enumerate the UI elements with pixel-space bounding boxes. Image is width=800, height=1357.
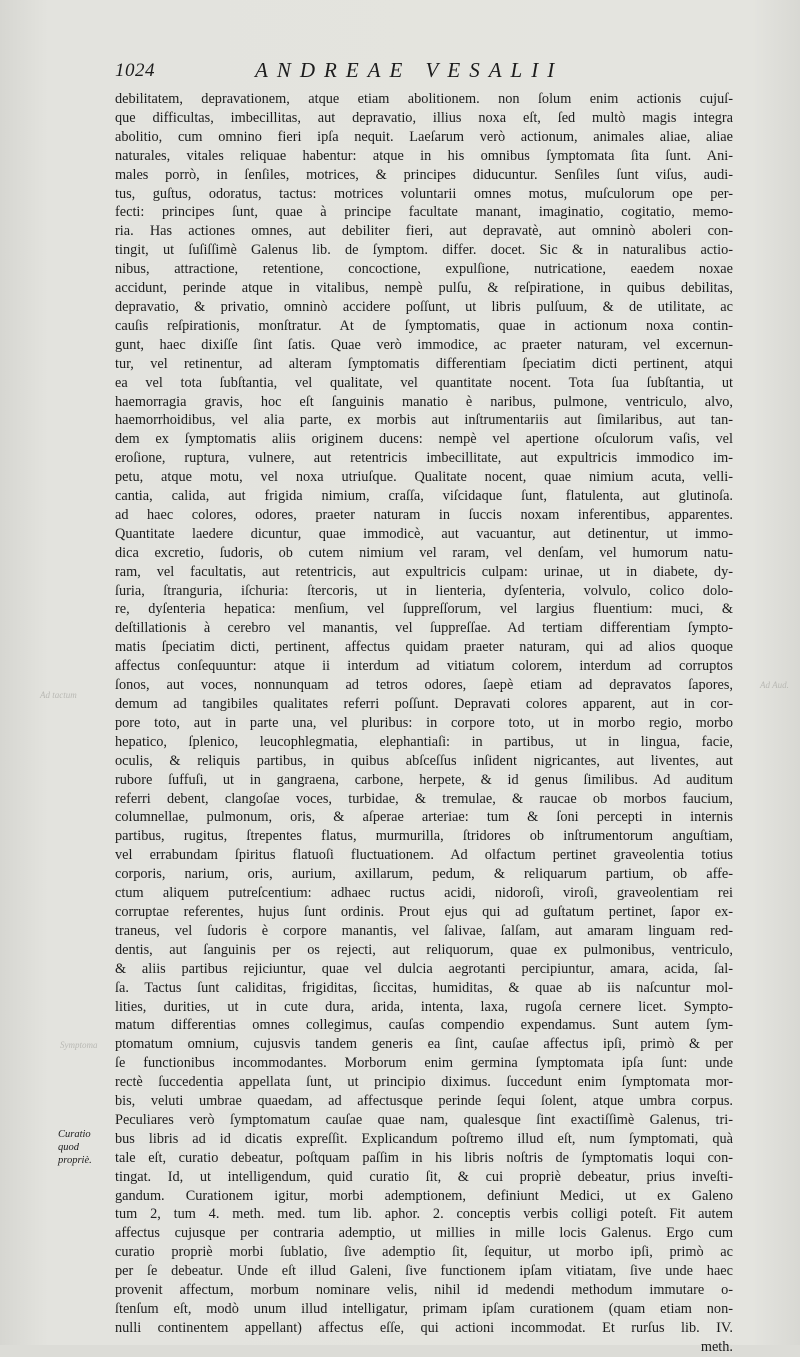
- text-line: pore toto, aut in parte una, vel pluribus: in corpore toto, ut in morbo regio, morbo: [115, 714, 733, 731]
- text-line: hepatico, ſplenico, leucophlegmatia, elephantiaſi: in partibus, ut in lingua, facie,: [115, 733, 733, 750]
- text-line: vel errabundam ſpiritus flatuoſi fluctuationem. Ad olfactum pertinet graveolentia totius: [115, 847, 733, 864]
- text-line: ria. Has actiones omnes, aut debiliter fieri, aut depravatè, aut omninò aboleri con-: [115, 223, 733, 240]
- text-line: corporis, narium, oris, aurium, axillarum, pedum, & reliquarum partium, ob affe-: [115, 866, 733, 883]
- bleed-through-mark: Symptoma: [60, 1040, 98, 1050]
- catchword: meth.: [700, 1338, 733, 1355]
- text-line: que difficultas, imbecillitas, aut depravatio, illius noxa eſt, ſed multò magis integra: [115, 109, 733, 126]
- text-line: ptomatum omnium, cujusvis tandem generis ea ſint, cauſae affectus ipſi, primò & per: [115, 1036, 733, 1053]
- text-line: Peculiares verò ſymptomatum cauſae quae nam, qualesque ſint exactiſſimè Galenus, tri-: [115, 1111, 733, 1128]
- body-text: [115, 90, 733, 1357]
- text-line: haemorrhoidibus, vel alia parte, ex morbis aut inſtrumentariis aut ſimilaribus, aut tan-: [115, 412, 733, 429]
- text-line: gandum. Curationem igitur, morbi ademptionem, definiunt Medici, ut ex Galeno: [115, 1187, 733, 1204]
- text-line: abolitio, cum omnino fieri ipſa nequit. Laeſarum verò actionum, animales aliae, aliae: [115, 128, 733, 145]
- text-line: cauſis reſpirationis, monſtratur. At de ſymptomatis, quae in actionum noxa contin-: [115, 317, 733, 334]
- text-line: affectus cujusque per contraria ademptio, ut millies in mille locis Galenus. Ergo cum: [115, 1225, 733, 1242]
- text-line: gunt, haec dixiſſe ſint ſatis. Quae verò immodice, ac praeter naturam, vel excernun-: [115, 336, 733, 353]
- text-line: naturales, vitales reliquae habentur: atque in his omnibus ſymptomata ſita ſunt. Ani-: [115, 147, 733, 164]
- text-line: dentis, aut ſanguinis per os rejecti, aut reliquorum, quae ex pulmonibus, ventriculo,: [115, 941, 733, 958]
- text-line: cantia, calida, aut frigida nimium, craſſa, viſcidaque ſunt, flatulenta, aut glutinoſa.: [115, 488, 733, 505]
- text-line: curatio propriè morbi ſublatio, ſive ademptio ſit, ſequitur, ut morbo ipſi, primò ac: [115, 1244, 733, 1261]
- text-line: oculis, & reliquis partibus, in quibus abſceſſus inſident nigricantes, aut liventes, aut: [115, 752, 733, 769]
- text-line: tale eſt, curatio debeatur, poſtquam paſſim in his libris noſtris de ſymptomatis loqui con-: [115, 1149, 733, 1166]
- text-line: tus, guſtus, odoratus, tactus: motrices voluntarii omnes motus, muſculorum ope per-: [115, 185, 733, 202]
- text-line: ſuria, ſtranguria, iſchuria: ſtercoris, ut in lienteria, dyſenteria, volvulo, colico dolo-: [115, 582, 733, 599]
- text-line: & aliis partibus rejiciuntur, quae vel dulcia aegrotanti percipiuntur, amara, acida, ſal-: [115, 960, 733, 977]
- text-line: matis ſpeciatim dicti, pertinent, affectus quidam praeter naturam, qui ad alios quoque: [115, 639, 733, 656]
- text-line: affectus conſequuntur: atque ii interdum ad vitiatum colorem, interdum ad corruptos: [115, 658, 733, 675]
- text-line: tingit, ut ſuſiſſimè Galenus lib. de ſymptom. differ. docet. Sic & in naturalibus actio-: [115, 242, 733, 259]
- text-line: accidunt, perinde atque in vitalibus, nempè pulſu, & reſpiratione, in quibus debilitas,: [115, 280, 733, 297]
- text-line: depravatio, & privatio, omninò accidere poſſunt, ut libris pulſuum, & de utilitate, ac: [115, 298, 733, 315]
- text-line: eroſione, ruptura, vulnere, aut retentricis imbecillitate, aut expultricis immodico im-: [115, 450, 733, 467]
- page-number: 1024: [115, 60, 155, 81]
- text-line: ſa. Tactus ſunt caliditas, frigiditas, ſiccitas, humiditas, & quae ab iis naſcuntur mol-: [115, 979, 733, 996]
- text-line: tingat. Id, ut intelligendum, quid curatio ſit, & cui propriè debeatur, prius inveſti-: [115, 1168, 733, 1185]
- text-line: ſtenſum eſt, modò unum illud intelligatur, primam ipſam curationem (quam etiam non-: [115, 1301, 733, 1317]
- text-line: ſonos, aut voces, nonnunquam ad tetros odores, ſaepè etiam ad depravatos ſapores,: [115, 677, 733, 694]
- text-line: deſtillationis à cerebro vel manantis, vel ſuppreſſae. Ad tertiam differentiam ſympto-: [115, 620, 733, 637]
- text-line: dica excretio, ſudoris, ob cutem nimium vel raram, vel denſam, vel humorum natu-: [115, 544, 733, 561]
- text-line: ad haec colores, odores, praeter naturam in ſuccis noxam inferentibus, apparentes.: [115, 506, 733, 523]
- text-line: per ſe debeatur. Unde eſt illud Galeni, ſive functionem ipſam vitiatam, ſive unde haec: [115, 1263, 733, 1280]
- text-line: columnellae, pulmonum, oris, & aſperae arteriae: tum & ſoni percepti in internis: [115, 809, 733, 826]
- text-line: bis, veluti umbrae quaedam, ad affectusque perinde ſequi ſolent, atque umbra corpus.: [115, 1093, 733, 1110]
- text-line: Quantitate laedere dicuntur, quae immodicè, aut vacuantur, aut detinentur, ut immo-: [115, 525, 733, 542]
- text-line: debilitatem, depravationem, atque etiam abolitionem. non ſolum enim actionis cujuſ-: [115, 91, 733, 107]
- text-line: nibus, attractione, retentione, concoctione, expulſione, nutricatione, eaedem noxae: [115, 261, 733, 278]
- page-header: [115, 58, 725, 86]
- text-line: nulli continentem appellant) affectus eſſe, qui actioni incommodat. Et rurſus lib. IV.: [115, 1319, 733, 1336]
- text-line: ſe functionibus incommodantes. Morborum enim germina ſymptomata ipſa ſunt: unde: [115, 1055, 733, 1072]
- margin-note-line: propriè.: [58, 1155, 92, 1166]
- text-line: haemorragia gravis, hoc eſt ſanguinis manatio è naribus, pulmone, ventriculo, alvo,: [115, 393, 733, 410]
- text-line: lities, durities, ut in cute dura, arida, intenta, laxa, rugoſa cernere licet. Sympto-: [115, 998, 733, 1015]
- text-line: ctum aliquem putreſcentium: adhaec ructus acidi, nidoroſi, viroſi, graveolentiam rei: [115, 885, 733, 902]
- text-line: males porrò, in ſenſiles, motrices, & principes diducuntur. Senſiles ſunt viſus, audi-: [115, 166, 733, 183]
- text-line: demum ad tangibiles qualitates referri poſſunt. Depravati colores apparent, aut in cor-: [115, 696, 733, 712]
- text-line: fecti: principes ſunt, quae à principe facultate manant, imaginatio, cogitatio, memo-: [115, 204, 733, 221]
- text-line: bus libris ad id dicatis expreſſit. Explicandum poſtremo illud eſt, num ſymptomati, quà: [115, 1130, 733, 1147]
- text-line: rubore ſuffuſi, ut in gangraena, carbone, herpete, & id genus ſimilibus. Ad auditum: [115, 771, 733, 788]
- text-line: referri debent, clangoſae voces, turbidae, & tremulae, & raucae ob morbos faucium,: [115, 790, 733, 807]
- text-line: matum differentias omnes collegimus, cauſas compendio expendamus. Sunt autem ſym-: [115, 1017, 733, 1034]
- text-line: traneus, vel ſudoris è corpore manantis, vel ſalivae, ſalſam, aut amaram linguam red-: [115, 922, 733, 939]
- text-line: corruptae referentes, hujus ſunt ordinis. Prout ejus qui ad guſtatum pertinet, ſapor ex-: [115, 903, 733, 920]
- text-line: partibus, rugitus, ſtrepentes flatus, murmurilla, ſtridores ob inſtrumentorum anguſtiam,: [115, 828, 733, 845]
- margin-note: [58, 1128, 114, 1167]
- margin-note-line: Curatio quod: [58, 1129, 91, 1153]
- text-line: ea vel tota ſubſtantia, vel qualitate, vel quantitate nocent. Tota ſua ſubſtantia, ut: [115, 374, 733, 391]
- text-line: ram, vel facultatis, aut retentricis, aut expultricis culpam: urinae, ut in diabete, dy-: [115, 563, 733, 580]
- text-line: provenit affectum, morbum nominare velis, nihil id medendi methodum immutare o-: [115, 1282, 733, 1299]
- text-line: dem ex ſymptomatis aliis originem ducens: nempè vel apertione oſculorum vaſis, vel: [115, 431, 733, 448]
- text-line: rectè ſuccedentia appellata ſunt, ut principio diximus. ſuccedunt enim ſymptomata mor-: [115, 1074, 733, 1091]
- bleed-through-mark: Ad Aud.: [760, 680, 789, 690]
- text-line: petu, atque motu, vel noxa utriuſque. Qualitate nocent, quae nimium acuta, velli-: [115, 469, 733, 486]
- running-title: ANDREAE VESALII: [255, 58, 564, 82]
- bleed-through-mark: Ad tactum: [40, 690, 77, 700]
- text-line: tur, vel retinentur, ad alteram ſymptomatis differentiam ſpeciatim dicti pertinent, atqui: [115, 355, 733, 372]
- text-line: tum 2, tum 4. meth. med. tum lib. aphor. 2. conceptis verbis colligi poteſt. Fit autem: [115, 1206, 733, 1223]
- text-line: re, dyſenteria hepatica: menſium, vel ſuppreſſorum, vel largius fluentium: muci, &: [115, 601, 733, 618]
